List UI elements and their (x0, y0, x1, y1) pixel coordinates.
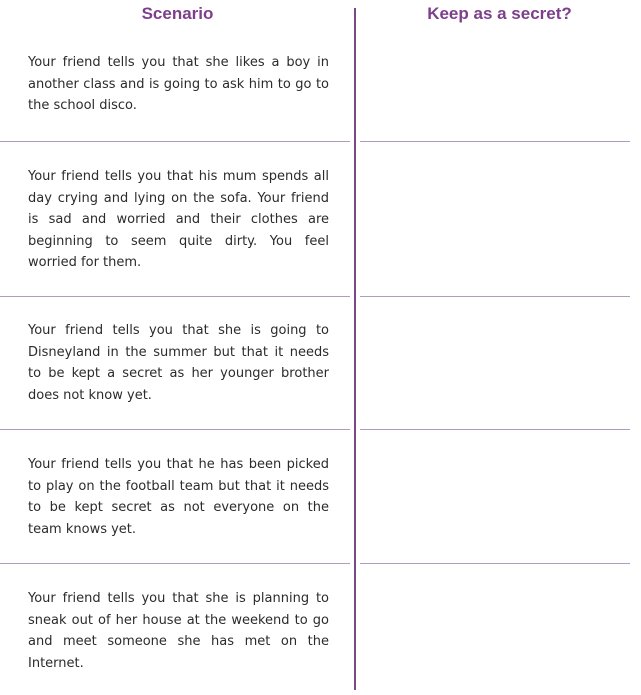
row-divider-2-left (0, 296, 350, 297)
row-divider-4-left (0, 563, 350, 564)
row-divider-3-right (360, 429, 630, 430)
answer-cell-4[interactable] (360, 431, 630, 562)
scenario-text-3: Your friend tells you that she is going to Disneyland in the summer but that it needs to be kept a secret as her younger brother does not know yet. (28, 323, 329, 403)
answer-cell-3[interactable] (360, 298, 630, 428)
row-divider-1-right (360, 141, 630, 142)
scenario-text-5: Your friend tells you that she is planning to sneak out of her house at the weekend to go and meet someone she has met on the Internet. (28, 591, 329, 671)
row-divider-3-left (0, 429, 350, 430)
keep-secret-column-header: Keep as a secret? (427, 4, 572, 23)
row-divider-4-right (360, 563, 630, 564)
answer-cell-5[interactable] (360, 565, 630, 690)
scenario-text-2: Your friend tells you that his mum spends all day crying and lying on the sofa. Your friend is sad and worried and their clothes are beginning to seem quite dirty. You feel worried for them. (28, 169, 329, 270)
row-divider-1-left (0, 141, 350, 142)
row-divider-2-right (360, 296, 630, 297)
answer-cell-1[interactable] (360, 40, 630, 140)
column-divider (354, 8, 356, 690)
answer-cell-2[interactable] (360, 143, 630, 295)
scenario-text-4: Your friend tells you that he has been picked to play on the football team but that it needs to be kept secret as not everyone on the team knows yet. (28, 457, 329, 537)
scenario-column-header: Scenario (141, 4, 214, 23)
scenario-text-1: Your friend tells you that she likes a boy in another class and is going to ask him to go to the school disco. (28, 55, 329, 113)
